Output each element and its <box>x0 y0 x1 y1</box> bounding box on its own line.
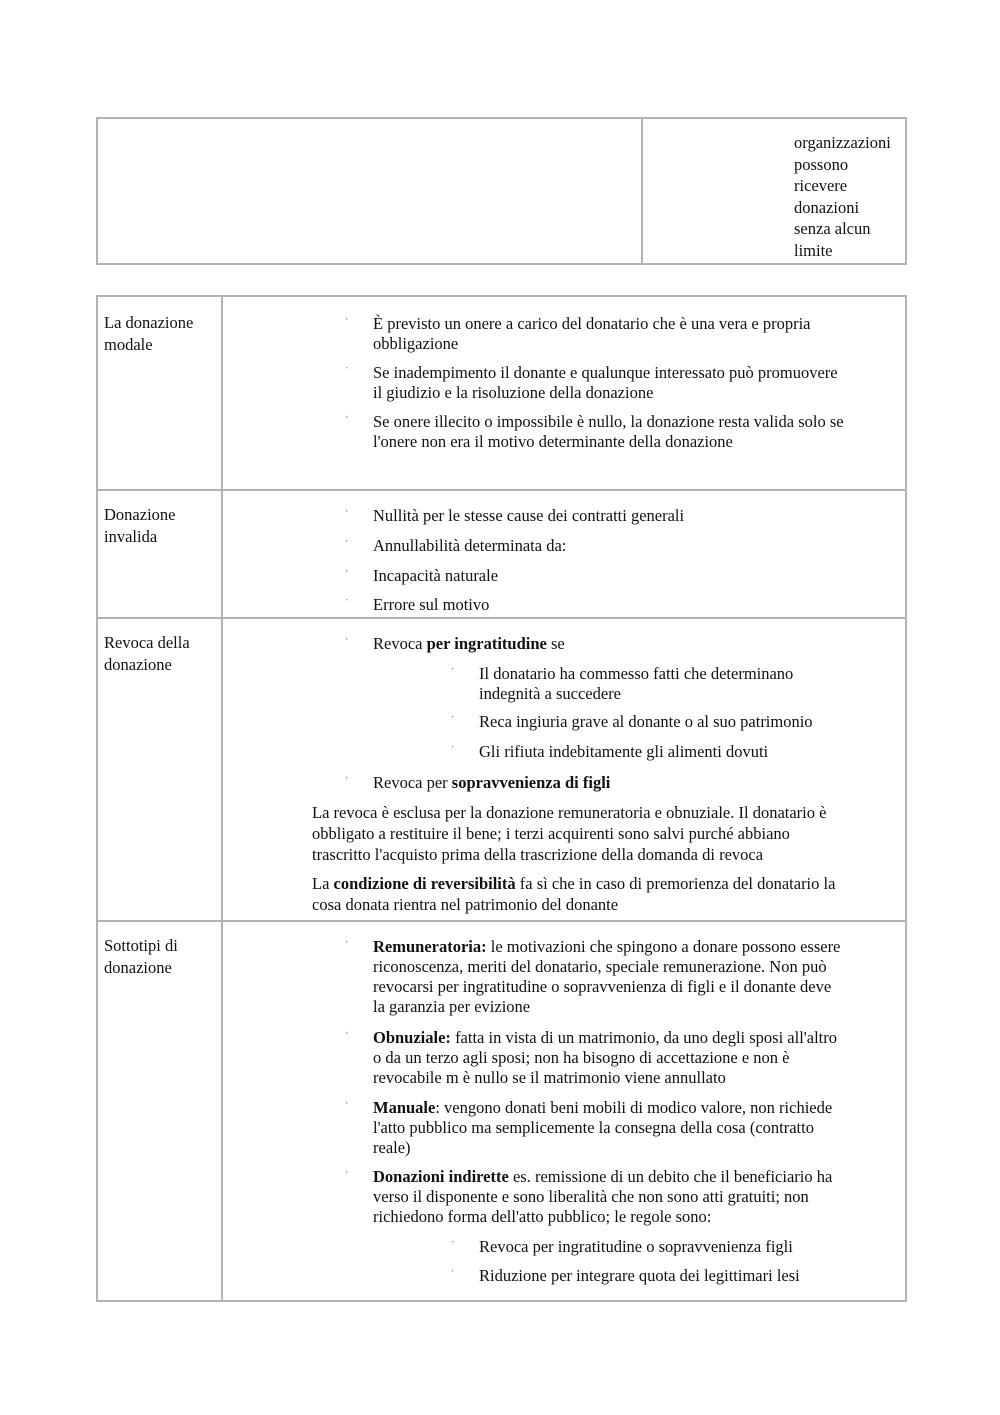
bullet-icon: ˈ <box>345 636 349 648</box>
top-table <box>96 117 907 265</box>
item-bold-text: Remuneratoria: <box>373 937 487 956</box>
label-line: La donazione <box>104 313 194 332</box>
bullet-icon: ˈ <box>345 568 349 580</box>
bullet-icon: ˈ <box>345 316 349 328</box>
item-line <box>373 937 840 957</box>
item-line: obbligazione <box>373 334 459 353</box>
item-line <box>373 1028 837 1048</box>
table-row-divider <box>98 617 905 619</box>
bullet-icon: ˈ <box>345 597 349 609</box>
item-line: o da un terzo agli sposi; non ha bisogno di accettazione e non è <box>373 1048 790 1067</box>
para-text: La <box>312 874 334 893</box>
item-line <box>373 1098 832 1118</box>
table-column-divider <box>221 297 223 1300</box>
sub-list-item <box>479 664 793 704</box>
row-label-modale <box>104 312 216 355</box>
cell-line: ricevere <box>794 176 848 195</box>
label-line: donazione <box>104 957 172 977</box>
item-line: riconoscenza, meriti del donatario, speciale remunerazione. Non può <box>373 957 827 976</box>
paragraph <box>312 802 826 865</box>
item-bold-text: Donazioni indirette <box>373 1167 509 1186</box>
paragraph <box>312 873 835 915</box>
item-line: richiedono forma dell'atto pubblico; le regole sono: <box>373 1207 712 1226</box>
cell-line: senza alcun <box>794 219 871 238</box>
item-line: reale) <box>373 1138 411 1157</box>
item-line: l'atto pubblico ma semplicemente la consegna della cosa (contratto <box>373 1118 814 1137</box>
bullet-icon: ˈ <box>345 538 349 550</box>
list-item: Errore sul motivo <box>373 595 490 614</box>
item-line: Il donatario ha commesso fatti che determinano <box>479 664 794 683</box>
item-line <box>373 1167 832 1187</box>
list-item <box>373 634 565 654</box>
bullet-icon: ˈ <box>451 666 455 678</box>
label-line: invalida <box>104 526 158 546</box>
main-table <box>96 295 907 1302</box>
row-label-sottotipi <box>104 935 216 978</box>
row-label-revoca <box>104 632 216 675</box>
item-line: l'onere non era il motivo determinante della donazione <box>373 432 733 451</box>
item-line: Se onere illecito o impossibile è nullo, la donazione resta valida solo se <box>373 412 844 431</box>
bullet-icon: ˈ <box>345 939 349 951</box>
cell-line: limite <box>794 240 833 260</box>
item-bold-text: Obnuziale: <box>373 1028 451 1047</box>
table-row-divider <box>98 920 905 922</box>
item-text: es. remissione di un debito che il beneficiario ha <box>508 1167 833 1186</box>
list-item <box>373 1167 832 1227</box>
item-bold-text: sopravvenienza di figli <box>451 773 611 792</box>
list-item: Nullità per le stesse cause dei contratti generali <box>373 506 685 525</box>
list-item: Annullabilità determinata da: <box>373 536 567 555</box>
item-line: Se inadempimento il donante e qualunque interessato può promuovere <box>373 363 838 382</box>
bullet-icon: ˈ <box>451 1239 455 1251</box>
bullet-icon: ˈ <box>345 775 349 787</box>
item-text: : vengono donati beni mobili di modico valore, non richiede <box>435 1098 833 1117</box>
bullet-icon: ˈ <box>345 365 349 377</box>
table-row-divider <box>98 489 905 491</box>
list-item <box>373 314 811 354</box>
para-text: fa sì che in caso di premorienza del donatario la <box>515 874 836 893</box>
label-line: Revoca della <box>104 633 190 652</box>
cell-line: organizzazioni <box>794 133 891 152</box>
label-line: donazione <box>104 654 172 674</box>
list-item <box>373 412 844 452</box>
para-line: obbligato a restituire il bene; i terzi acquirenti sono salvi purché abbiano <box>312 824 790 843</box>
cell-line: possono <box>794 154 849 174</box>
item-line: il giudizio e la risoluzione della donazione <box>373 383 654 402</box>
item-line: revocarsi per ingratitudine o sopravvenienza di figli e il donante deve <box>373 977 832 996</box>
item-line: la garanzia per evizione <box>373 997 531 1016</box>
item-line: indegnità a succedere <box>479 684 622 703</box>
sub-list-item: Riduzione per integrare quota dei legittimari lesi <box>479 1266 800 1285</box>
item-line: È previsto un onere a carico del donatario che è una vera e propria <box>373 314 811 333</box>
item-text: fatta in vista di un matrimonio, da uno degli sposi all'altro <box>450 1028 838 1047</box>
para-line: cosa donata rientra nel patrimonio del donante <box>312 895 619 914</box>
para-line: La revoca è esclusa per la donazione remuneratoria e obnuziale. Il donatario è <box>312 803 827 822</box>
cell-line: donazioni <box>794 197 860 217</box>
sub-list-item: Gli rifiuta indebitamente gli alimenti dovuti <box>479 742 769 761</box>
label-line: modale <box>104 334 153 354</box>
list-item <box>373 1098 832 1158</box>
sub-list-item: Reca ingiuria grave al donante o al suo patrimonio <box>479 712 813 731</box>
table-cell <box>794 132 891 261</box>
item-line: verso il disponente e sono liberalità che non sono atti gratuiti; non <box>373 1187 809 1206</box>
item-text: Revoca <box>373 634 427 653</box>
bullet-icon: ˈ <box>451 1268 455 1280</box>
bullet-icon: ˈ <box>451 744 455 756</box>
bullet-icon: ˈ <box>345 1169 349 1181</box>
label-line: Donazione <box>104 505 176 524</box>
item-line: revocabile m è nullo se il matrimonio viene annullato <box>373 1068 726 1087</box>
para-line: trascritto l'acquisto prima della trascrizione della domanda di revoca <box>312 845 764 864</box>
item-text: le motivazioni che spingono a donare possono essere <box>486 937 841 956</box>
bullet-icon: ˈ <box>345 1030 349 1042</box>
list-item <box>373 1028 837 1088</box>
para-line <box>312 873 835 894</box>
sub-list-item: Revoca per ingratitudine o sopravvenienza figli <box>479 1237 793 1256</box>
table-column-divider <box>641 119 643 263</box>
list-item: Incapacità naturale <box>373 566 499 585</box>
item-bold-text: Manuale <box>373 1098 436 1117</box>
item-text: se <box>546 634 565 653</box>
bullet-icon: ˈ <box>345 1100 349 1112</box>
bullet-icon: ˈ <box>345 414 349 426</box>
label-line: Sottotipi di <box>104 936 178 955</box>
para-bold-text: condizione di reversibilità <box>333 874 516 893</box>
bullet-icon: ˈ <box>345 508 349 520</box>
list-item <box>373 773 610 793</box>
item-bold-text: per ingratitudine <box>426 634 547 653</box>
list-item <box>373 937 840 1017</box>
bullet-icon: ˈ <box>451 714 455 726</box>
item-text: Revoca per <box>373 773 452 792</box>
row-label-invalida <box>104 504 216 547</box>
list-item <box>373 363 838 403</box>
